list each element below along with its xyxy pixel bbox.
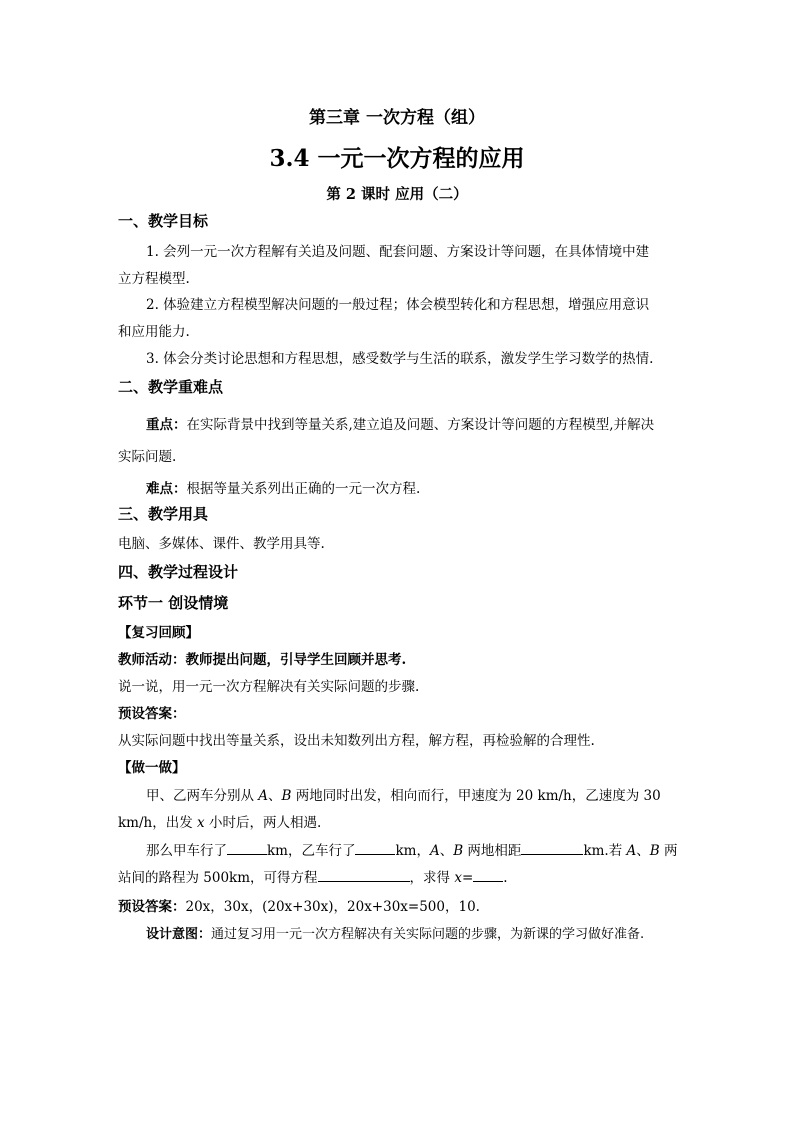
key-point-text: 在实际背景中找到等量关系,建立追及问题、方案设计等问题的方程模型,并解决: [186, 417, 655, 433]
text-span: km，乙车行了: [267, 843, 356, 859]
section-heading-objectives: 一、教学目标: [118, 212, 209, 230]
practice-line-3: [146, 842, 677, 860]
text-span: 两: [659, 843, 678, 859]
objective-1-line-1: 1. 会列一元一次方程解有关追及问题、配套问题、方案设计等问题，在具体情境中建: [146, 244, 650, 260]
practice-line-4: [118, 869, 508, 887]
answer-label: 预设答案：: [118, 706, 186, 722]
preset-answer-2-text: 20x，30x，(20x+30x)，20x+30x=500，10.: [185, 899, 480, 915]
practice-line-1: [146, 787, 661, 805]
text-span: 、: [636, 843, 650, 859]
variable-x: x: [197, 815, 205, 831]
key-point-line-1: [146, 416, 654, 434]
review-question: 说一说，用一元一次方程解决有关实际问题的步骤.: [118, 679, 420, 695]
text-span: 、: [268, 788, 282, 804]
answer-blank-1[interactable]: [227, 842, 267, 855]
point-b: B: [281, 788, 292, 804]
text-span: ，求得: [409, 870, 455, 886]
text-span: 两地同时出发，相向而行，甲速度为 20 km/h，乙速度为 30: [291, 788, 661, 804]
text-span: km/h，出发: [118, 815, 198, 831]
difficulty-line: [146, 480, 420, 498]
text-span: =: [461, 870, 474, 886]
section-heading-process: 四、教学过程设计: [118, 563, 239, 581]
key-point-label: 重点：: [146, 417, 187, 433]
point-a: A: [258, 788, 269, 804]
text-span: km.若: [583, 843, 627, 859]
objective-2-line-1: 2. 体验建立方程模型解决问题的一般过程；体会模型转化和方程思想，增强应用意识: [146, 297, 650, 313]
difficulty-text: 根据等量关系列出正确的一元一次方程.: [186, 481, 421, 497]
answer-text: 从实际问题中找出等量关系，设出未知数列出方程，解方程，再检验解的合理性.: [118, 733, 595, 749]
practice-line-2: [118, 814, 321, 832]
point-b: B: [453, 843, 464, 859]
point-b: B: [649, 843, 660, 859]
difficulty-label: 难点：: [146, 481, 187, 497]
text-span: 、: [439, 843, 454, 859]
text-span: 站间的路程为 500km，可得方程: [118, 870, 318, 886]
answer-blank-4[interactable]: [318, 869, 410, 882]
section-heading-key-points: 二、教学重难点: [118, 378, 224, 396]
objective-3: 3. 体会分类讨论思想和方程思想，感受数学与生活的联系，激发学生学习数学的热情.: [146, 351, 654, 367]
point-a: A: [626, 843, 637, 859]
objective-1-line-2: 立方程模型.: [118, 271, 190, 287]
text-span: 甲、乙两车分别从: [146, 788, 259, 804]
objective-2-line-2: 和应用能力.: [118, 324, 190, 340]
tools-text: 电脑、多媒体、课件、教学用具等.: [118, 536, 325, 552]
point-a: A: [429, 843, 440, 859]
answer-blank-5[interactable]: [473, 869, 503, 882]
section-heading-tools: 三、教学用具: [118, 505, 209, 523]
preset-answer-2-label: 预设答案：: [118, 899, 186, 915]
practice-tag: 【做一做】: [118, 760, 186, 776]
review-tag: 【复习回顾】: [118, 625, 199, 641]
chapter-title: 第三章 一次方程（组）: [309, 108, 485, 128]
design-intent-text: 通过复习用一元一次方程解决有关实际问题的步骤，为新课的学习做好准备.: [211, 927, 645, 942]
text-span: 那么甲车行了: [146, 843, 227, 859]
variable-x: x: [454, 870, 462, 886]
lesson-main-title: 3.4 一元一次方程的应用: [269, 145, 525, 172]
design-intent-label: 设计意图：: [146, 927, 212, 942]
lesson-subtitle: 第 2 课时 应用（二）: [326, 186, 468, 203]
answer-blank-3[interactable]: [521, 842, 583, 855]
text-span: .: [503, 870, 508, 886]
key-point-line-2: 实际问题.: [118, 449, 177, 465]
text-span: 两地相距: [463, 843, 522, 859]
preset-answer-2: [118, 898, 480, 916]
teacher-activity: 教师活动：教师提出问题，引导学生回顾并思考.: [118, 652, 407, 668]
answer-blank-2[interactable]: [355, 842, 395, 855]
text-span: 小时后，两人相遇.: [204, 815, 322, 831]
text-span: km，: [395, 843, 430, 859]
design-intent: [146, 926, 644, 944]
step-1-heading: 环节一 创设情境: [118, 594, 229, 612]
